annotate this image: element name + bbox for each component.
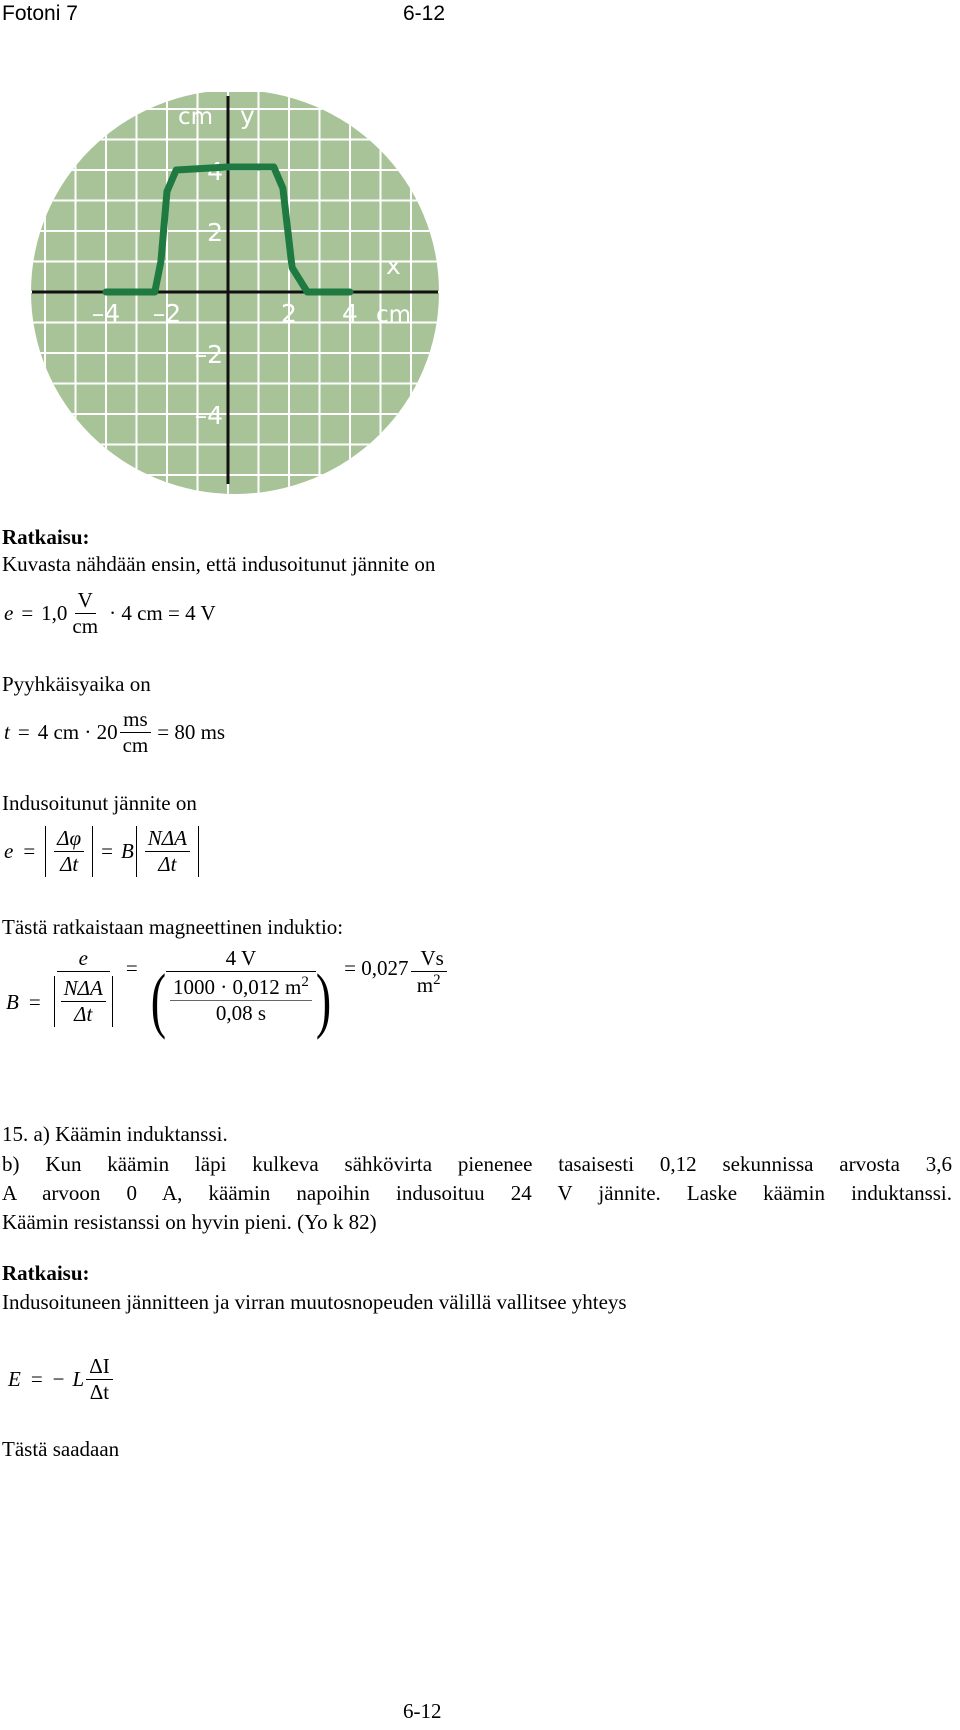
eq4-equals2: = <box>125 956 138 980</box>
eq5-num: ΔI <box>89 1353 110 1378</box>
eq4-mid-den: Δt <box>74 1002 93 1026</box>
solution1-line3: Indusoitunut jännite on <box>2 791 197 815</box>
eq3-num1: Δφ <box>54 826 84 852</box>
x-tick-label: 4 <box>342 299 358 328</box>
eq4-unit-sup: 2 <box>433 972 441 988</box>
eq1-den: cm <box>72 613 99 638</box>
problem15-a: 15. a) Käämin induktanssi. <box>2 1122 228 1146</box>
x-axis-label: x <box>386 251 401 280</box>
problem15-b-line1: b) Kun käämin läpi kulkeva sähkövirta pienenee tasaisesti 0,12 sekunnissa arvosta 3,6 <box>2 1152 952 1176</box>
header-right: 6-12 <box>403 2 446 25</box>
eq2-coef: 4 cm · 20 <box>37 719 118 744</box>
eq4-lhs: B <box>6 989 19 1014</box>
eq4-result: = 0,027 <box>344 956 409 980</box>
eq1-lhs: e <box>4 600 14 625</box>
equation-self-induction <box>8 1346 113 1412</box>
y-tick-label: –4 <box>194 401 223 430</box>
footer-page-number: 6-12 <box>403 1699 442 1723</box>
eq4-unit-num: Vs <box>411 946 447 972</box>
problem15-b-line3: Käämin resistanssi on hyvin pieni. (Yo k 82) <box>2 1210 377 1234</box>
eq4-unit <box>411 946 447 998</box>
eq4-inner-den: 0,08 s <box>215 1001 267 1025</box>
equation-e-voltage <box>4 581 216 645</box>
header-left: Fotoni 7 <box>2 2 78 25</box>
eq5-L: L <box>72 1366 85 1391</box>
eq4-paren-right: ) <box>315 958 332 1040</box>
problem15-b <box>2 1150 952 1237</box>
eq3-B: B <box>120 838 134 863</box>
solution1-line4: Tästä ratkaistaan magneettinen induktio: <box>2 915 344 939</box>
eq3-den1: Δt <box>60 851 79 876</box>
x-tick-label: –2 <box>152 299 182 328</box>
eq4-num2: 4 V <box>166 946 317 972</box>
solution2-line2: Tästä saadaan <box>2 1437 120 1461</box>
eq1-coef: 1,0 <box>41 600 68 625</box>
y-tick-label: 2 <box>207 218 223 247</box>
eq4-mid-num: NΔA <box>61 976 106 1002</box>
eq1-num: V <box>75 588 96 614</box>
eq2-den: cm <box>122 732 149 757</box>
y-axis-unit: cm <box>178 104 214 130</box>
solution1-line1: Kuvasta nähdään ensin, että indusoitunut jännite on <box>2 552 436 576</box>
eq5-equals: = <box>30 1366 43 1391</box>
eq5-den: Δt <box>89 1379 110 1404</box>
eq4-unit-den: m <box>416 973 434 997</box>
eq4-frac1 <box>51 946 116 1027</box>
eq3-equals2: = <box>101 838 113 863</box>
solution2-line1: Indusoituneen jännitteen ja virran muutosnopeuden välillä vallitsee yhteys <box>2 1290 627 1314</box>
eq4-num1: e <box>57 946 110 972</box>
oscilloscope-figure <box>20 92 450 502</box>
x-axis-unit: cm <box>376 302 412 328</box>
eq1-equals: = <box>21 600 34 625</box>
eq4-equals1: = <box>28 989 41 1014</box>
eq3-num2: NΔA <box>145 826 190 852</box>
eq3-abs1 <box>45 826 93 877</box>
eq4-inner-sup: 2 <box>301 974 309 990</box>
eq3-abs2 <box>136 826 199 877</box>
eq2-equals: = <box>17 719 30 744</box>
y-tick-label: –2 <box>194 340 223 369</box>
x-tick-label: –4 <box>91 299 121 328</box>
equation-induced-voltage <box>4 818 199 884</box>
equation-sweep-time <box>4 700 225 764</box>
eq1-rest: · 4 cm = 4 V <box>109 600 216 625</box>
eq3-den2: Δt <box>158 851 177 876</box>
y-axis-label: y <box>240 101 255 130</box>
eq3-equals1: = <box>23 838 36 863</box>
x-tick-label: 2 <box>281 299 297 328</box>
solution1-heading: Ratkaisu: <box>2 525 90 549</box>
eq3-lhs: e <box>4 838 14 863</box>
eq2-lhs: t <box>4 719 10 744</box>
eq4-abs <box>54 976 113 1027</box>
eq5-lhs: E <box>8 1366 21 1391</box>
problem15-b-line2: A arvoon 0 A, käämin napoihin indusoituu 24 V jännite. Laske käämin induktanssi. <box>2 1181 952 1205</box>
eq4-inner-num: 1000 · 0,012 m <box>173 975 302 999</box>
eq4-paren-left: ( <box>150 958 167 1040</box>
eq5-minus: − <box>52 1366 65 1391</box>
screen-background <box>20 92 450 502</box>
eq2-num: ms <box>120 707 151 733</box>
solution1-line2: Pyyhkäisyaika on <box>2 672 151 696</box>
solution2-heading: Ratkaisu: <box>2 1261 90 1285</box>
y-tick-label: 4 <box>207 157 223 186</box>
eq2-rest: = 80 ms <box>157 719 226 744</box>
eq4-frac2 <box>148 946 334 1040</box>
equation-magnetic-induction <box>6 946 447 1058</box>
